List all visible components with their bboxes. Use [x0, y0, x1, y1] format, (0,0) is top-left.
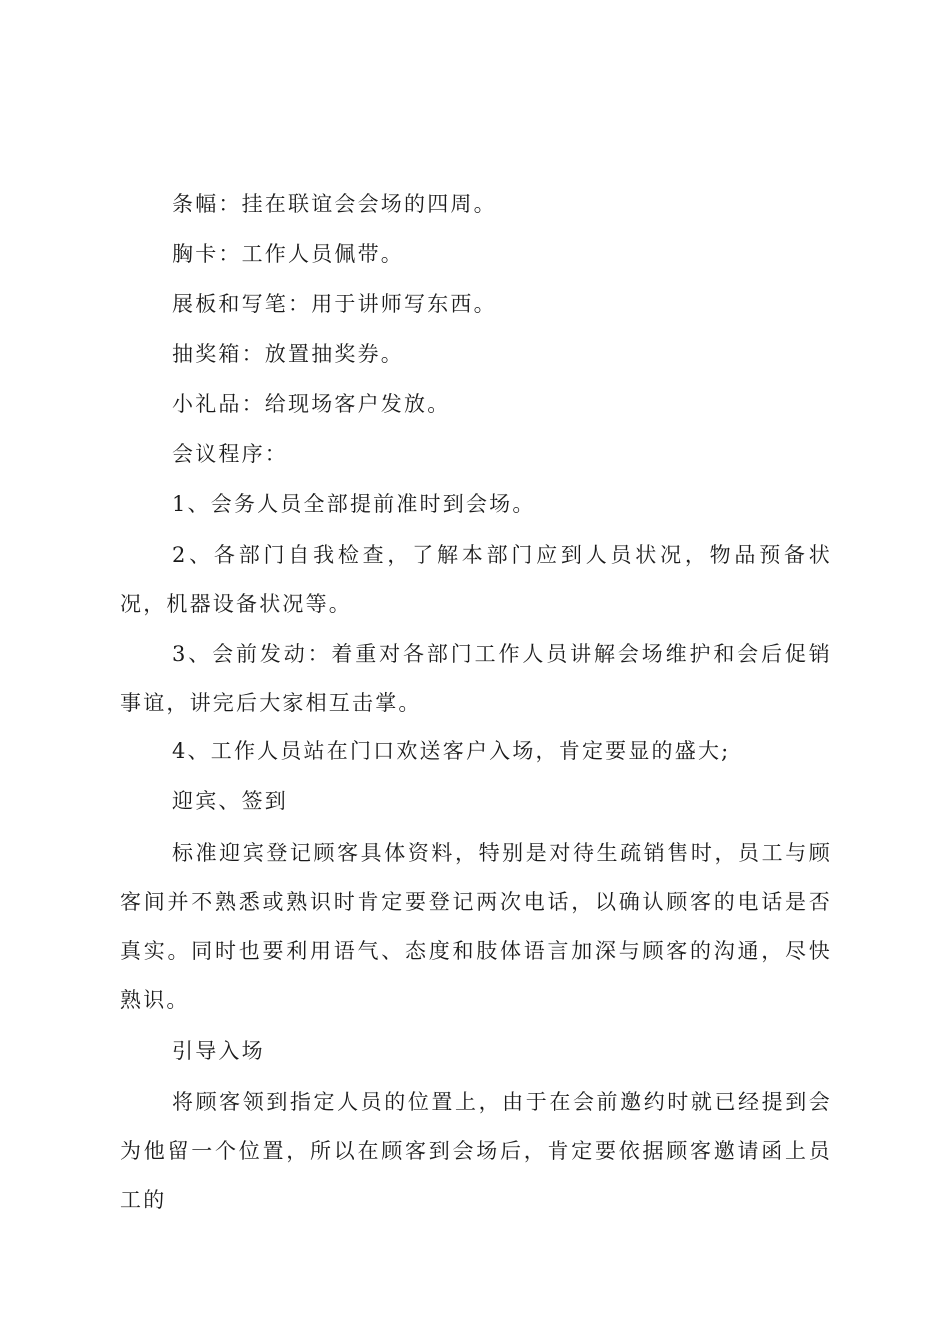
paragraph-board-pen: 展板和写笔：用于讲师写东西。 — [172, 292, 497, 316]
paragraph-lottery-box: 抽奖箱：放置抽奖券。 — [172, 342, 404, 366]
paragraph-step-2: 2、各部门自我检查，了解本部门应到人员状况，物品预备状况，机器设备状况等。 — [120, 543, 832, 616]
paragraph-welcome-heading: 迎宾、签到 — [172, 789, 288, 813]
paragraph-step-4: 4、工作人员站在门口欢送客户入场，肯定要显的盛大; — [172, 739, 731, 763]
paragraph-badge: 胸卡：工作人员佩带。 — [172, 242, 404, 266]
paragraph-step-3: 3、会前发动：着重对各部门工作人员讲解会场维护和会后促销事谊，讲完后大家相互击掌。 — [120, 642, 832, 715]
paragraph-welcome-body: 标准迎宾登记顾客具体资料，特别是对待生疏销售时，员工与顾客间并不熟悉或熟识时肯定要登记两次电话，以确认顾客的电话是否真实。同时也要利用语气、态度和肢体语言加深与顾客的沟通，尽快熟识。 — [120, 841, 832, 1012]
paragraph-agenda-heading: 会议程序： — [172, 442, 288, 466]
paragraph-guide-heading: 引导入场 — [172, 1039, 265, 1063]
paragraph-banner: 条幅：挂在联谊会会场的四周。 — [172, 192, 497, 216]
paragraph-guide-body: 将顾客领到指定人员的位置上，由于在会前邀约时就已经提到会为他留一个位置，所以在顾客到会场后，肯定要依据顾客邀请函上员工的 — [120, 1090, 832, 1212]
paragraph-step-1: 1、会务人员全部提前准时到会场。 — [172, 492, 536, 516]
paragraph-gifts: 小礼品：给现场客户发放。 — [172, 392, 451, 416]
